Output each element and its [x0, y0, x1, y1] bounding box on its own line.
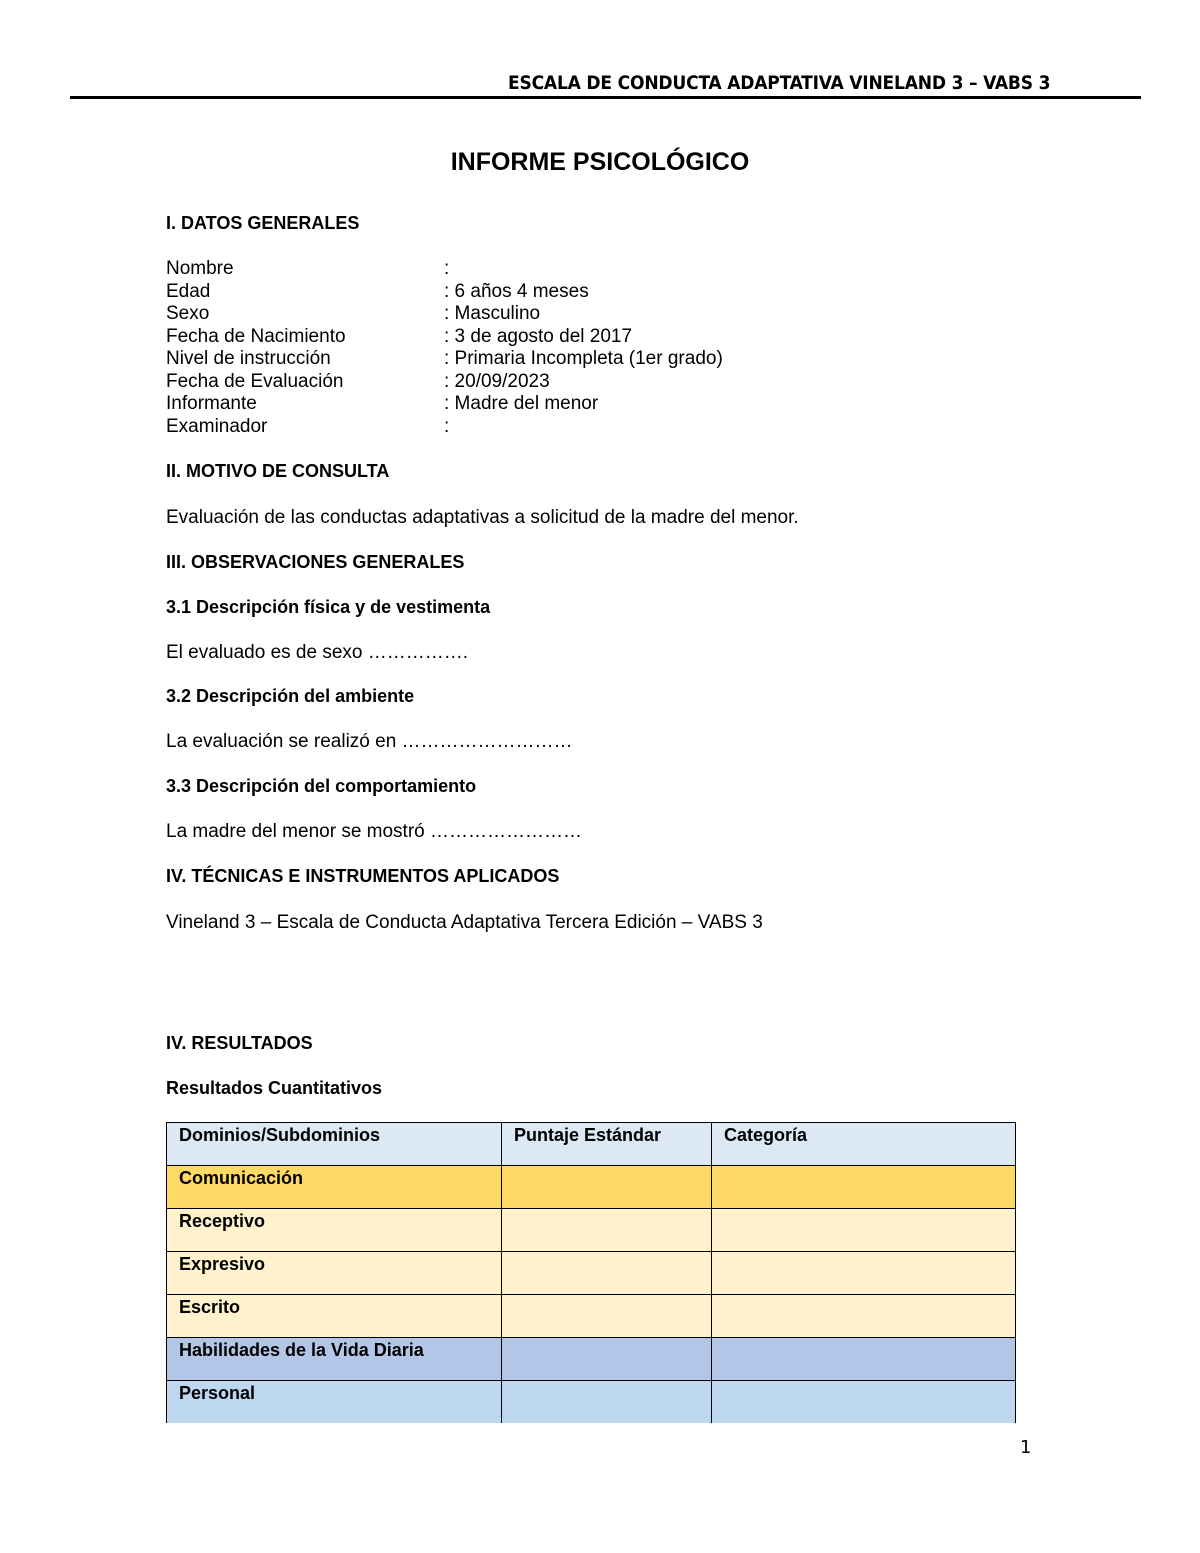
subsection-comportamiento-heading: 3.3 Descripción del comportamiento — [166, 776, 477, 796]
motivo-text: Evaluación de las conductas adaptativas a solicitud de la madre del menor. — [166, 507, 799, 528]
domain-cell: Escrito — [167, 1295, 502, 1338]
header-rule — [70, 96, 1141, 99]
section-resultados-heading: IV. RESULTADOS — [166, 1033, 313, 1053]
datos-label: Nombre — [166, 258, 234, 279]
datos-label: Informante — [166, 393, 257, 414]
score-cell[interactable] — [502, 1295, 712, 1338]
datos-label: Nivel de instrucción — [166, 348, 331, 369]
header-cell-score: Puntaje Estándar — [502, 1123, 712, 1166]
table-header-row — [167, 1123, 1016, 1166]
datos-label: Edad — [166, 281, 211, 302]
header-cell-category: Categoría — [712, 1123, 1016, 1166]
section-tecnicas-heading: IV. TÉCNICAS E INSTRUMENTOS APLICADOS — [166, 866, 560, 886]
table-row — [167, 1252, 1016, 1295]
section-datos-generales-heading: I. DATOS GENERALES — [166, 213, 360, 233]
datos-value: : Masculino — [444, 303, 541, 324]
category-cell[interactable] — [712, 1338, 1016, 1381]
comportamiento-text: La madre del menor se mostró …………………… — [166, 821, 583, 842]
datos-label: Fecha de Evaluación — [166, 371, 344, 392]
tecnicas-text: Vineland 3 – Escala de Conducta Adaptativa Tercera Edición – VABS 3 — [166, 912, 763, 933]
datos-value: : 20/09/2023 — [444, 371, 550, 392]
category-cell[interactable] — [712, 1252, 1016, 1295]
table-row — [167, 1209, 1016, 1252]
datos-label: Sexo — [166, 303, 210, 324]
descripcion-fisica-text: El evaluado es de sexo ……………. — [166, 642, 469, 663]
table-row — [167, 1381, 1016, 1424]
resultados-cuantitativos-heading: Resultados Cuantitativos — [166, 1078, 383, 1098]
table-row — [167, 1295, 1016, 1338]
document-title: INFORME PSICOLÓGICO — [450, 148, 750, 176]
section-motivo-heading: II. MOTIVO DE CONSULTA — [166, 461, 390, 481]
datos-value: : — [444, 258, 450, 279]
category-cell[interactable] — [712, 1166, 1016, 1209]
header-title: ESCALA DE CONDUCTA ADAPTATIVA VINELAND 3 – VABS 3 — [508, 72, 1051, 94]
subsection-descripcion-fisica-heading: 3.1 Descripción física y de vestimenta — [166, 597, 491, 617]
table-row — [167, 1338, 1016, 1381]
header-cell-domain: Dominios/Subdominios — [167, 1123, 502, 1166]
table-row — [167, 1166, 1016, 1209]
page-number: 1 — [1020, 1437, 1032, 1458]
ambiente-text: La evaluación se realizó en ……………………… — [166, 731, 573, 752]
domain-cell: Receptivo — [167, 1209, 502, 1252]
datos-value: : Madre del menor — [444, 393, 599, 414]
domain-cell: Personal — [167, 1381, 502, 1424]
score-cell[interactable] — [502, 1381, 712, 1424]
score-cell[interactable] — [502, 1166, 712, 1209]
domain-cell: Expresivo — [167, 1252, 502, 1295]
domain-cell: Habilidades de la Vida Diaria — [167, 1338, 502, 1381]
datos-value: : 3 de agosto del 2017 — [444, 326, 633, 347]
category-cell[interactable] — [712, 1209, 1016, 1252]
datos-value: : 6 años 4 meses — [444, 281, 589, 302]
domain-cell: Comunicación — [167, 1166, 502, 1209]
subsection-ambiente-heading: 3.2 Descripción del ambiente — [166, 686, 415, 706]
section-observaciones-heading: III. OBSERVACIONES GENERALES — [166, 552, 465, 572]
results-table — [166, 1122, 1016, 1423]
score-cell[interactable] — [502, 1209, 712, 1252]
datos-value: : — [444, 416, 450, 437]
category-cell[interactable] — [712, 1381, 1016, 1424]
score-cell[interactable] — [502, 1338, 712, 1381]
score-cell[interactable] — [502, 1252, 712, 1295]
category-cell[interactable] — [712, 1295, 1016, 1338]
datos-label: Fecha de Nacimiento — [166, 326, 346, 347]
datos-value: : Primaria Incompleta (1er grado) — [444, 348, 723, 369]
datos-label: Examinador — [166, 416, 268, 437]
